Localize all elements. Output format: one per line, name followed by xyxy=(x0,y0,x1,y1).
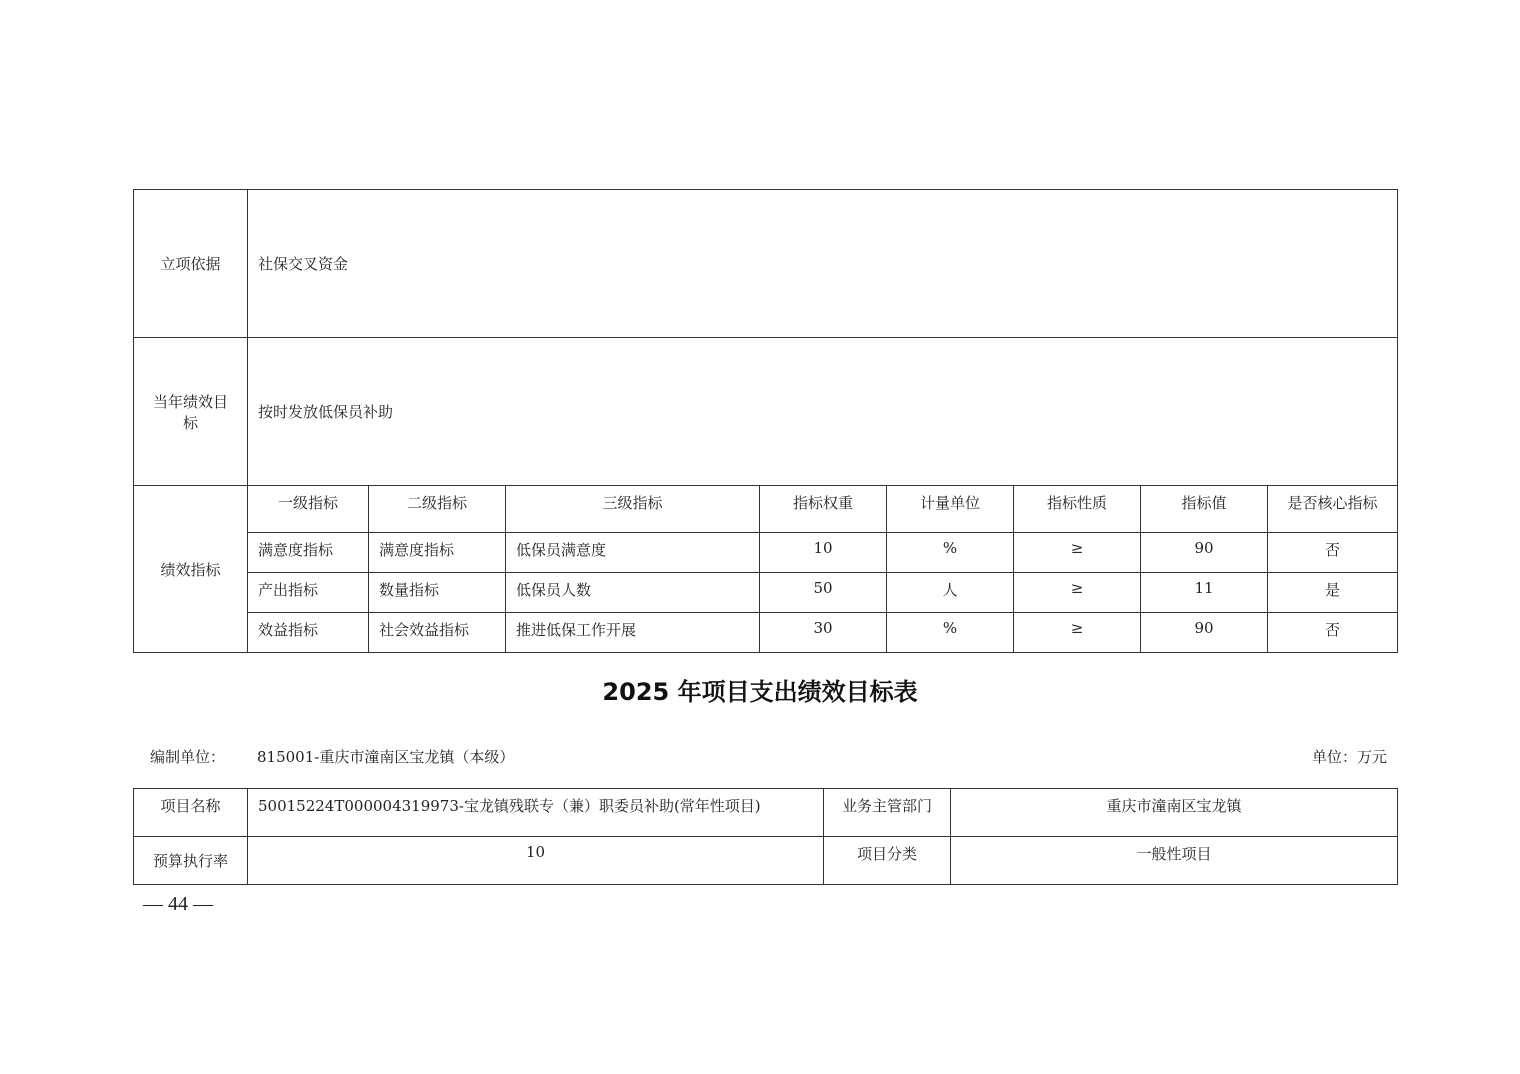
cell: 满意度指标 xyxy=(369,533,506,573)
project-table xyxy=(133,788,1398,885)
cell: 效益指标 xyxy=(248,613,369,653)
performance-table xyxy=(133,189,1398,653)
header-cell: 指标值 xyxy=(1141,486,1268,533)
header-cell: 计量单位 xyxy=(887,486,1014,533)
header-cell: 二级指标 xyxy=(369,486,506,533)
indicators-label: 绩效指标 xyxy=(134,486,248,653)
goal-value: 按时发放低保员补助 xyxy=(248,338,1398,486)
goal-label-line2: 标 xyxy=(182,413,198,432)
goal-label xyxy=(134,338,248,486)
header-cell: 一级指标 xyxy=(248,486,369,533)
cell: ≥ xyxy=(1014,573,1141,613)
project-name-label: 项目名称 xyxy=(134,789,248,837)
cell: ≥ xyxy=(1014,533,1141,573)
cell: 满意度指标 xyxy=(248,533,369,573)
table-row xyxy=(134,613,1398,653)
cell: 否 xyxy=(1268,613,1398,653)
category-value: 一般性项目 xyxy=(951,837,1398,885)
table-row xyxy=(134,573,1398,613)
unit-row xyxy=(133,746,1387,766)
cell: 社会效益指标 xyxy=(369,613,506,653)
cell: 产出指标 xyxy=(248,573,369,613)
category-label: 项目分类 xyxy=(824,837,951,885)
basis-value: 社保交叉资金 xyxy=(248,190,1398,338)
cell: 50 xyxy=(760,573,887,613)
cell: % xyxy=(887,613,1014,653)
cell: 90 xyxy=(1141,613,1268,653)
header-cell: 指标权重 xyxy=(760,486,887,533)
project-name-value: 50015224T000004319973-宝龙镇残联专（兼）职委员补助(常年性项目) xyxy=(248,789,824,837)
goal-label-line1: 当年绩效目 xyxy=(152,392,228,411)
header-cell: 指标性质 xyxy=(1014,486,1141,533)
dept-label: 业务主管部门 xyxy=(824,789,951,837)
cell: 低保员满意度 xyxy=(506,533,760,573)
cell: ≥ xyxy=(1014,613,1141,653)
rate-label: 预算执行率 xyxy=(134,837,248,885)
cell: 90 xyxy=(1141,533,1268,573)
basis-label: 立项依据 xyxy=(134,190,248,338)
org-label: 编制单位： xyxy=(150,748,226,766)
table-row xyxy=(134,533,1398,573)
unit-text: 单位：万元 xyxy=(1311,748,1387,766)
cell: 11 xyxy=(1141,573,1268,613)
cell: 是 xyxy=(1268,573,1398,613)
section-title: 2025 年项目支出绩效目标表 xyxy=(602,678,918,706)
cell: 10 xyxy=(760,533,887,573)
cell: 否 xyxy=(1268,533,1398,573)
cell: % xyxy=(887,533,1014,573)
dept-value: 重庆市潼南区宝龙镇 xyxy=(951,789,1398,837)
header-cell: 是否核心指标 xyxy=(1268,486,1398,533)
cell: 数量指标 xyxy=(369,573,506,613)
org-value: 815001-重庆市潼南区宝龙镇（本级） xyxy=(257,748,515,766)
rate-value: 10 xyxy=(248,837,824,885)
page-number: — 44 — xyxy=(143,893,213,915)
cell: 30 xyxy=(760,613,887,653)
header-cell: 三级指标 xyxy=(506,486,760,533)
cell: 人 xyxy=(887,573,1014,613)
cell: 低保员人数 xyxy=(506,573,760,613)
cell: 推进低保工作开展 xyxy=(506,613,760,653)
